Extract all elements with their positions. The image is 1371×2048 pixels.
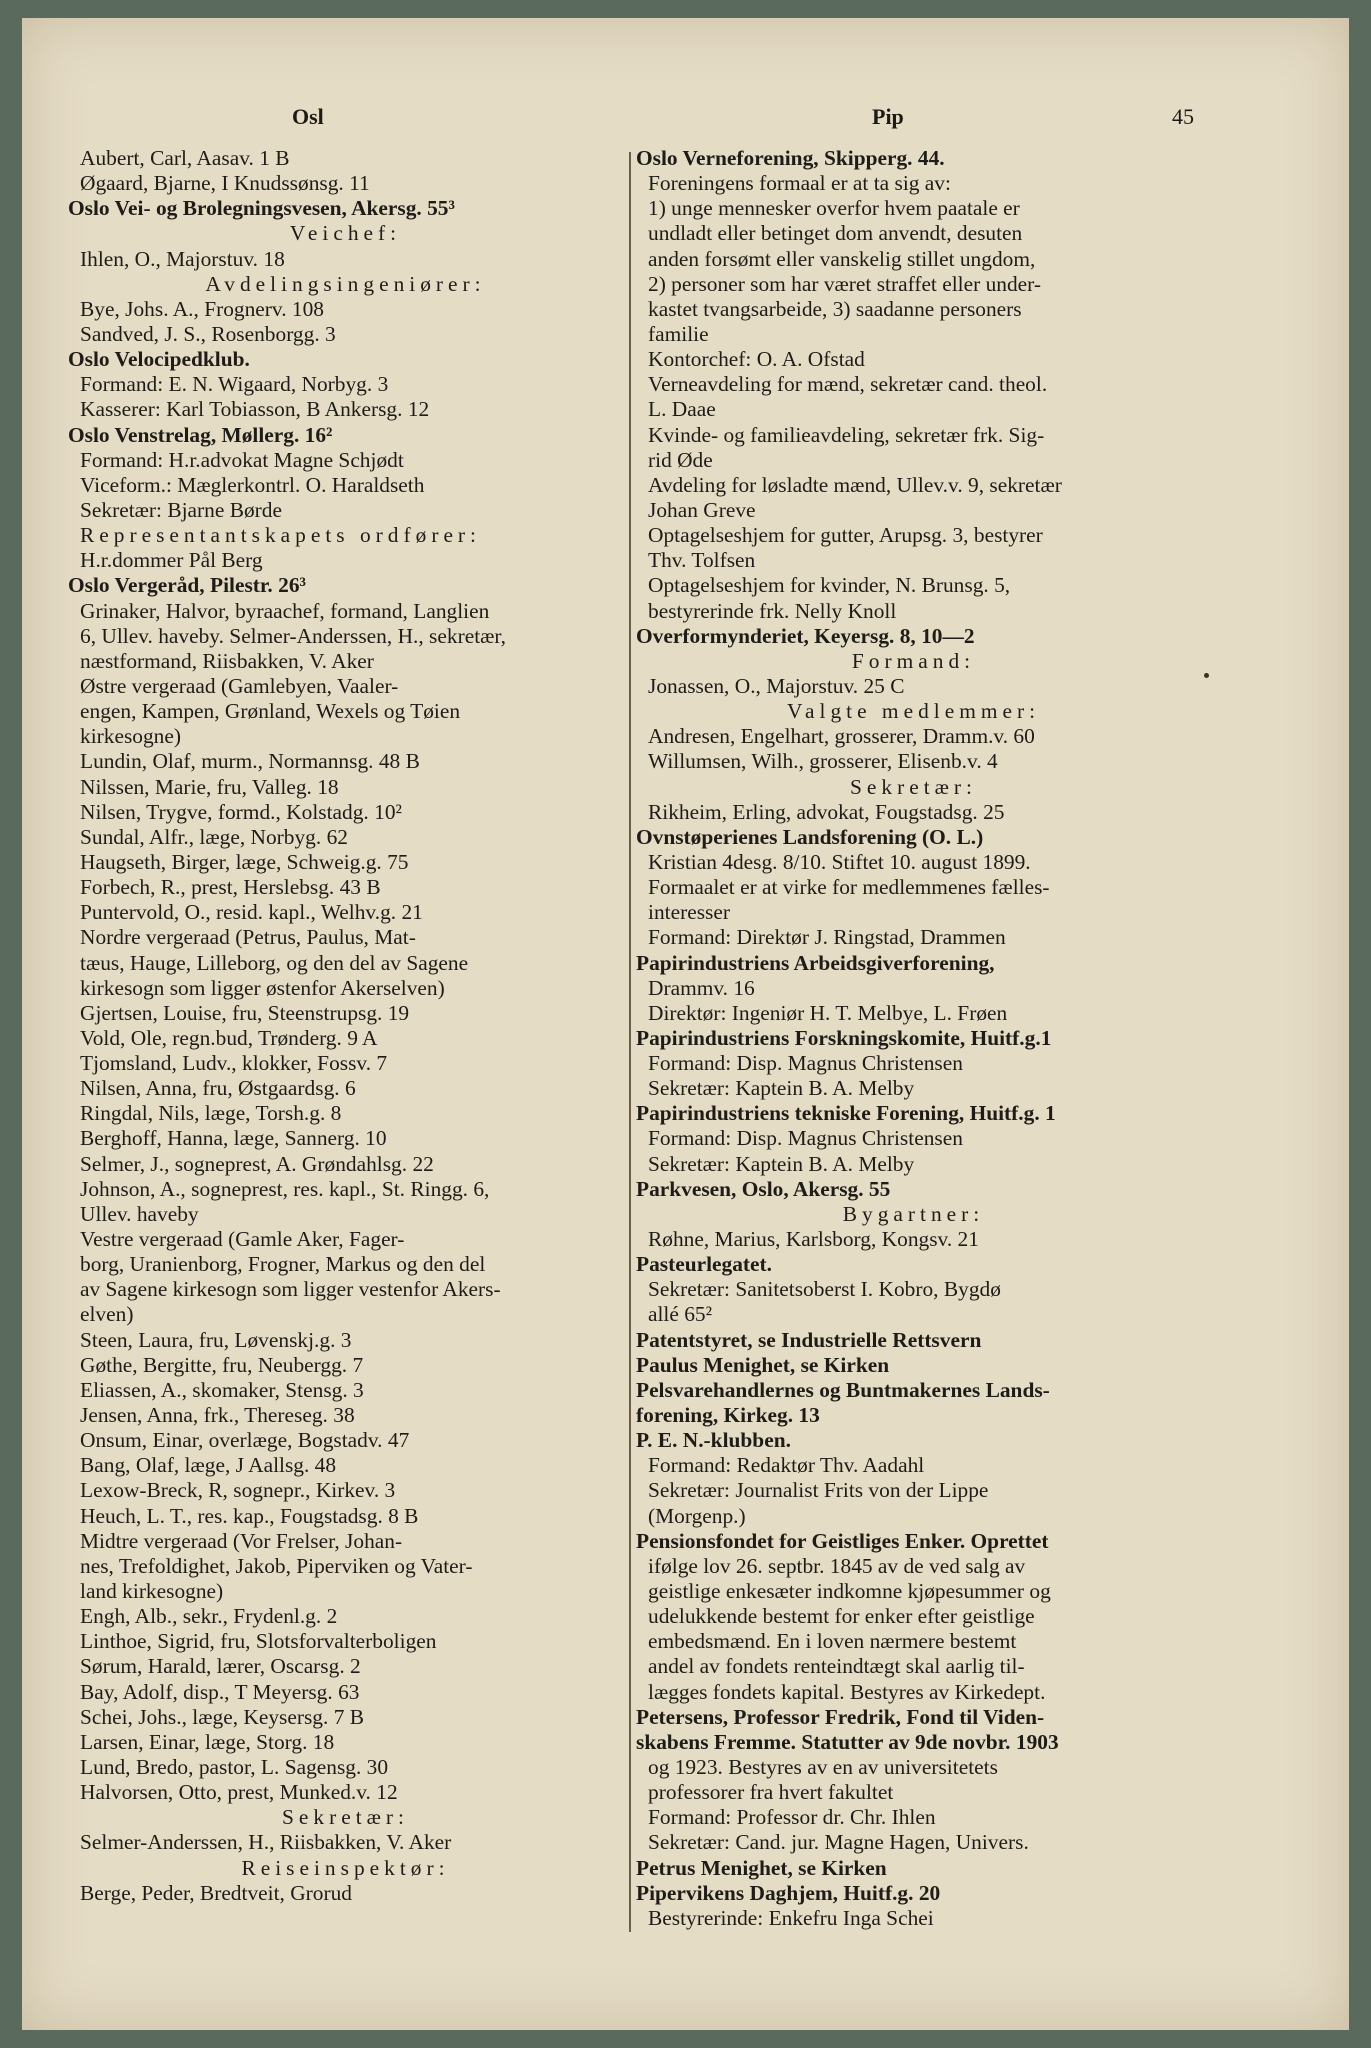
directory-line: Verneavdeling for mænd, sekretær cand. theol.	[648, 372, 1048, 397]
directory-line: Kristian 4desg. 8/10. Stiftet 10. august 1899.	[648, 849, 1031, 874]
directory-line: Johnson, A., sogneprest, res. kapl., St. Ringg. 6,	[80, 1176, 490, 1201]
directory-line: Petrus Menighet, se Kirken	[636, 1855, 887, 1880]
directory-line: anden forsømt eller vanskelig stillet ungdom,	[648, 246, 1036, 271]
directory-line: Parkvesen, Oslo, Akersg. 55	[636, 1176, 891, 1201]
directory-line: Bye, Johs. A., Frognerv. 108	[80, 296, 325, 321]
page-number: 45	[1172, 104, 1194, 129]
directory-line: Pensionsfondet for Geistliges Enker. Oprettet	[636, 1528, 1049, 1553]
directory-line: Sekretær: Kaptein B. A. Melby	[648, 1076, 915, 1101]
directory-line: Kasserer: Karl Tobiasson, B Ankersg. 12	[80, 397, 430, 422]
directory-line: P. E. N.-klubben.	[636, 1428, 791, 1453]
directory-line: Berge, Peder, Bredtveit, Grorud	[80, 1880, 352, 1905]
directory-line: Midtre vergeraad (Vor Frelser, Johan-	[80, 1528, 403, 1553]
directory-line: Avdeling for løsladte mænd, Ullev.v. 9, sekretær	[648, 472, 1062, 497]
directory-line: undladt eller betinget dom anvendt, desuten	[648, 221, 1023, 246]
directory-line: Optagelseshjem for gutter, Arupsg. 3, bestyrer	[648, 523, 1043, 548]
directory-line: Papirindustriens Forskningskomite, Huitf.g.1	[636, 1025, 1052, 1050]
directory-line: H.r.dommer Pål Berg	[80, 548, 263, 573]
directory-line: Formand: E. N. Wigaard, Norbyg. 3	[80, 372, 389, 397]
directory-line: Gøthe, Bergitte, fru, Neubergg. 7	[80, 1352, 364, 1377]
directory-line: Oslo Vergeråd, Pilestr. 26³	[68, 573, 306, 598]
directory-line: engen, Kampen, Grønland, Wexels og Tøien	[80, 699, 461, 724]
directory-line: Petersens, Professor Fredrik, Fond til Viden-	[636, 1704, 1045, 1729]
directory-line: Sandved, J. S., Rosenborgg. 3	[80, 321, 336, 346]
directory-line: Oslo Venstrelag, Møllerg. 16²	[68, 422, 333, 447]
directory-line: 2) personer som har været straffet eller under-	[648, 271, 1041, 296]
directory-line: Ullev. haveby	[80, 1201, 199, 1226]
directory-line: Østre vergeraad (Gamlebyen, Vaaler-	[80, 673, 399, 698]
directory-line: nes, Trefoldighet, Jakob, Piperviken og Vater-	[80, 1553, 473, 1578]
directory-line: Valgte medlemmer:	[786, 699, 1041, 724]
directory-line: Vold, Ole, regn.bud, Trønderg. 9 A	[80, 1025, 378, 1050]
left-column	[68, 146, 623, 1906]
directory-line: Larsen, Einar, læge, Storg. 18	[80, 1729, 335, 1754]
directory-line: Formand: H.r.advokat Magne Schjødt	[80, 447, 404, 472]
directory-line: Grinaker, Halvor, byraachef, formand, Langlien	[80, 598, 490, 623]
directory-line: Ringdal, Nils, læge, Torsh.g. 8	[80, 1101, 342, 1126]
directory-line: Formand: Professor dr. Chr. Ihlen	[648, 1805, 936, 1830]
directory-line: Nilsen, Trygve, formd., Kolstadg. 10²	[80, 799, 402, 824]
directory-line: Ovnstøperienes Landsforening (O. L.)	[636, 824, 984, 849]
directory-line: og 1923. Bestyres av en av universitetets	[648, 1755, 998, 1779]
directory-page	[22, 18, 1349, 2030]
directory-line: Oslo Velocipedklub.	[68, 347, 250, 372]
directory-line: Nilssen, Marie, fru, Valleg. 18	[80, 774, 339, 799]
directory-line: Sekretær:	[282, 1805, 409, 1830]
directory-line: ifølge lov 26. septbr. 1845 av de ved salg av	[648, 1553, 1026, 1578]
directory-line: Avdelingsingeniører:	[205, 271, 486, 296]
directory-line: Sekretær: Sanitetsoberst I. Kobro, Bygdø	[648, 1277, 1001, 1302]
directory-line: tæus, Hauge, Lilleborg, og den del av Sagene	[80, 950, 469, 975]
directory-line: Bang, Olaf, læge, J Aallsg. 48	[80, 1453, 337, 1478]
directory-line: kastet tvangsarbeide, 3) saadanne personers	[648, 296, 1022, 321]
directory-line: Andresen, Engelhart, grosserer, Dramm.v. 60	[648, 724, 1035, 749]
directory-line: Sekretær: Cand. jur. Magne Hagen, Univers.	[648, 1830, 1029, 1855]
directory-line: Direktør: Ingeniør H. T. Melbye, L. Frøen	[648, 1000, 1008, 1025]
directory-line: næstformand, Riisbakken, V. Aker	[80, 648, 374, 673]
directory-line: Ihlen, O., Majorstuv. 18	[80, 246, 285, 271]
directory-line: Pasteurlegatet.	[636, 1252, 773, 1277]
directory-line: Forbech, R., prest, Herslebsg. 43 B	[80, 875, 381, 900]
directory-line: andel av fondets renteindtægt skal aarlig til-	[648, 1654, 1025, 1679]
directory-line: Papirindustriens tekniske Forening, Huitf.g. 1	[636, 1101, 1056, 1126]
directory-line: Sundal, Alfr., læge, Norbyg. 62	[80, 824, 348, 849]
directory-line: Formand: Disp. Magnus Christensen	[648, 1051, 963, 1076]
directory-line: Patentstyret, se Industrielle Rettsvern	[636, 1327, 982, 1352]
directory-line: Halvorsen, Otto, prest, Munked.v. 12	[80, 1780, 398, 1805]
directory-line: Røhne, Marius, Karlsborg, Kongsv. 21	[648, 1227, 979, 1252]
directory-line: Vestre vergeraad (Gamle Aker, Fager-	[80, 1227, 405, 1252]
directory-line: familie	[648, 321, 709, 346]
directory-line: Sekretær: Kaptein B. A. Melby	[648, 1151, 915, 1176]
directory-line: professorer fra hvert fakultet	[648, 1780, 894, 1805]
directory-line: Øgaard, Bjarne, I Knudssønsg. 11	[80, 171, 370, 196]
directory-line: Puntervold, O., resid. kapl., Welhv.g. 21	[80, 900, 423, 925]
directory-line: Sekretær: Journalist Frits von der Lippe	[648, 1478, 989, 1503]
directory-line: Jonassen, O., Majorstuv. 25 C	[648, 673, 905, 698]
header-middle-word: Pip	[872, 104, 904, 129]
directory-line: 6, Ullev. haveby. Selmer-Anderssen, H., sekretær,	[80, 623, 507, 648]
directory-line: Papirindustriens Arbeidsgiverforening,	[636, 950, 995, 975]
directory-line: Kvinde- og familieavdeling, sekretær frk. Sig-	[648, 422, 1045, 447]
directory-line: Schei, Johs., læge, Keysersg. 7 B	[80, 1704, 365, 1729]
directory-line: Bygartner:	[842, 1201, 985, 1226]
directory-line: Tjomsland, Ludv., klokker, Fossv. 7	[80, 1051, 388, 1076]
directory-line: Reiseinspektør:	[241, 1855, 450, 1880]
directory-line: Onsum, Einar, overlæge, Bogstadv. 47	[80, 1428, 410, 1453]
directory-line: rid Øde	[648, 447, 713, 472]
directory-line: Aubert, Carl, Aasav. 1 B	[80, 146, 290, 170]
right-column	[636, 146, 1191, 1931]
column-divider	[629, 152, 631, 1932]
directory-line: Berghoff, Hanna, læge, Sannerg. 10	[80, 1126, 387, 1151]
directory-line: embedsmænd. En i loven nærmere bestemt	[648, 1629, 1017, 1654]
directory-line: Sørum, Harald, lærer, Oscarsg. 2	[80, 1654, 361, 1679]
directory-line: Sekretær:	[850, 774, 977, 799]
directory-line: Drammv. 16	[648, 975, 755, 1000]
directory-line: Lund, Bredo, pastor, L. Sagensg. 30	[80, 1755, 389, 1779]
directory-line: geistlige enkesæter indkomne kjøpesummer og	[648, 1579, 1051, 1604]
directory-line: Lexow-Breck, R, sognepr., Kirkev. 3	[80, 1478, 396, 1503]
directory-line: lægges fondets kapital. Bestyres av Kirkedept.	[648, 1679, 1046, 1704]
directory-line: Eliassen, A., skomaker, Stensg. 3	[80, 1377, 364, 1402]
directory-line: Selmer-Anderssen, H., Riisbakken, V. Aker	[80, 1830, 452, 1855]
directory-line: Engh, Alb., sekr., Frydenl.g. 2	[80, 1604, 338, 1629]
directory-line: Overformynderiet, Keyersg. 8, 10—2	[636, 623, 975, 648]
directory-line: Optagelseshjem for kvinder, N. Brunsg. 5,	[648, 573, 1011, 598]
directory-line: borg, Uranienborg, Frogner, Markus og den del	[80, 1252, 486, 1277]
directory-line: Linthoe, Sigrid, fru, Slotsforvalterboligen	[80, 1629, 437, 1654]
directory-line: Formaalet er at virke for medlemmenes fælles-	[648, 875, 1050, 900]
directory-line: Viceform.: Mæglerkontrl. O. Haraldseth	[80, 472, 425, 497]
directory-line: Nilsen, Anna, fru, Østgaardsg. 6	[80, 1076, 356, 1101]
directory-line: Formand: Direktør J. Ringstad, Drammen	[648, 925, 1006, 950]
running-header	[22, 104, 1349, 140]
directory-line: land kirkesogne)	[80, 1579, 224, 1604]
directory-line: (Morgenp.)	[648, 1503, 746, 1528]
directory-line: allé 65²	[648, 1302, 713, 1327]
directory-line: Heuch, L. T., res. kap., Fougstadsg. 8 B	[80, 1503, 419, 1528]
directory-line: bestyrerinde frk. Nelly Knoll	[648, 598, 897, 623]
directory-line: Johan Greve	[648, 497, 756, 522]
directory-line: udelukkende bestemt for enker efter geistlige	[648, 1604, 1035, 1629]
directory-line: Formand:	[851, 648, 976, 673]
directory-line: Pipervikens Daghjem, Huitf.g. 20	[636, 1880, 941, 1905]
directory-line: Oslo Vei- og Brolegningsvesen, Akersg. 55³	[68, 196, 455, 221]
directory-line: Formand: Redaktør Thv. Aadahl	[648, 1453, 925, 1478]
directory-line: Bay, Adolf, disp., T Meyersg. 63	[80, 1679, 360, 1704]
directory-line: Paulus Menighet, se Kirken	[636, 1352, 890, 1377]
directory-line: forening, Kirkeg. 13	[636, 1403, 820, 1428]
directory-line: Willumsen, Wilh., grosserer, Elisenb.v. 4	[648, 749, 998, 774]
directory-line: Sekretær: Bjarne Børde	[80, 497, 282, 522]
directory-line: Nordre vergeraad (Petrus, Paulus, Mat-	[80, 925, 416, 950]
directory-line: Steen, Laura, fru, Løvenskj.g. 3	[80, 1327, 352, 1352]
directory-line: 1) unge mennesker overfor hvem paatale er	[648, 196, 1020, 221]
directory-line: Formand: Disp. Magnus Christensen	[648, 1126, 963, 1151]
directory-line: Veichef:	[289, 221, 402, 246]
directory-line: Bestyrerinde: Enkefru Inga Schei	[648, 1905, 934, 1930]
directory-line: Gjertsen, Louise, fru, Steenstrupsg. 19	[80, 1000, 410, 1025]
directory-line: av Sagene kirkesogn som ligger vestenfor Akers-	[80, 1277, 501, 1302]
directory-line: interesser	[648, 900, 730, 925]
directory-line: Haugseth, Birger, læge, Schweig.g. 75	[80, 849, 409, 874]
directory-line: Thv. Tolfsen	[648, 548, 756, 573]
directory-line: Oslo Verneforening, Skipperg. 44.	[636, 146, 945, 170]
directory-line: skabens Fremme. Statutter av 9de novbr. 1903	[636, 1729, 1059, 1754]
directory-line: kirkesogn som ligger østenfor Akerselven)	[80, 975, 445, 1000]
directory-line: Selmer, J., sogneprest, A. Grøndahlsg. 22	[80, 1151, 434, 1176]
directory-line: L. Daae	[648, 397, 716, 422]
directory-line: Foreningens formaal er at ta sig av:	[648, 171, 951, 196]
header-left-word: Osl	[292, 104, 324, 129]
directory-line: Jensen, Anna, frk., Thereseg. 38	[80, 1403, 355, 1428]
directory-line: kirkesogne)	[80, 724, 181, 749]
directory-line: Kontorchef: O. A. Ofstad	[648, 347, 865, 372]
directory-line: Rikheim, Erling, advokat, Fougstadsg. 25	[648, 799, 1005, 824]
directory-line: Pelsvarehandlernes og Buntmakernes Lands-	[636, 1377, 1050, 1402]
ink-dot	[1204, 673, 1209, 678]
directory-line: elven)	[80, 1302, 134, 1327]
directory-line: Lundin, Olaf, murm., Normannsg. 48 B	[80, 749, 420, 774]
directory-line: Representantskapets ordfører:	[80, 523, 481, 548]
